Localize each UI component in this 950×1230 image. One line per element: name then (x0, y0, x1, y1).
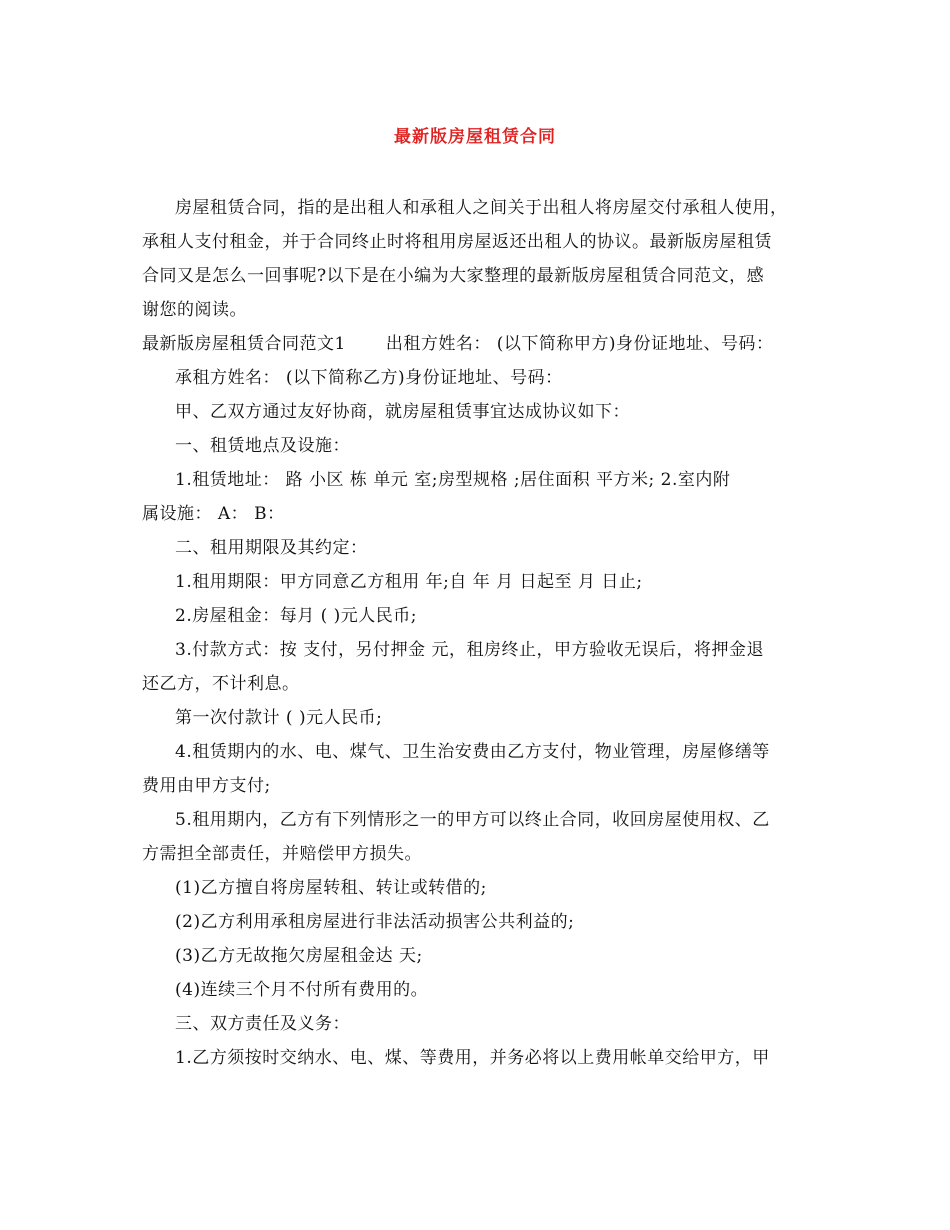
paragraph-line: 费用由甲方支付; (142, 776, 271, 796)
paragraph-line: 甲、乙双方通过友好协商，就房屋租赁事宜达成协议如下： (175, 402, 630, 422)
section-heading: 一、租赁地点及设施： (175, 436, 350, 456)
list-item: (3)乙方无故拖欠房屋租金达 天; (175, 946, 423, 966)
sample-heading: 最新版房屋租赁合同范文1 (142, 334, 346, 354)
list-item: (2)乙方利用承租房屋进行非法活动损害公共利益的; (175, 912, 575, 932)
paragraph-line (142, 332, 774, 356)
paragraph-line: 谢您的阅读。 (142, 300, 247, 320)
document-title: 最新版房屋租赁合同 (394, 127, 556, 147)
paragraph-line: 1.租赁地址： 路 小区 栋 单元 室;房型规格 ;居住面积 平方米; 2.室内附 (175, 470, 731, 490)
paragraph-line: 3.付款方式：按 支付，另付押金 元，租房终止，甲方验收无误后，将押金退 (175, 640, 765, 660)
paragraph-line: 房屋租赁合同，指的是出租人和承租人之间关于出租人将房屋交付承租人使用， (175, 198, 788, 218)
paragraph-line: 承租方姓名： (以下简称乙方)身份证地址、号码： (175, 368, 563, 388)
paragraph-line: 4.租赁期内的水、电、煤气、卫生治安费由乙方支付，物业管理，房屋修缮等 (175, 742, 770, 762)
list-item: (4)连续三个月不付所有费用的。 (175, 980, 429, 1000)
section-heading: 三、双方责任及义务： (175, 1014, 350, 1034)
list-item: (1)乙方擅自将房屋转租、转让或转借的; (175, 878, 487, 898)
paragraph-line: 承租人支付租金，并于合同终止时将租用房屋返还出租人的协议。最新版房屋租赁 (142, 232, 772, 252)
paragraph-line: 还乙方，不计利息。 (142, 674, 300, 694)
paragraph-line: 第一次付款计 ( )元人民币; (175, 708, 383, 728)
paragraph-line: 方需担全部责任，并赔偿甲方损失。 (142, 844, 422, 864)
lessor-name-line: 出租方姓名： (以下简称甲方)身份证地址、号码： (385, 334, 774, 354)
paragraph-line: 2.房屋租金：每月 ( )元人民币; (175, 606, 418, 626)
section-heading: 二、租用期限及其约定： (175, 538, 368, 558)
paragraph-line: 属设施： A： B： (142, 504, 285, 524)
paragraph-line: 5.租用期内，乙方有下列情形之一的甲方可以终止合同，收回房屋使用权、乙 (175, 810, 770, 830)
paragraph-line: 1.租用期限：甲方同意乙方租用 年;自 年 月 日起至 月 日止; (175, 572, 643, 592)
paragraph-line: 1.乙方须按时交纳水、电、煤、等费用，并务必将以上费用帐单交给甲方，甲 (175, 1048, 770, 1068)
paragraph-line: 合同又是怎么一回事呢?以下是在小编为大家整理的最新版房屋租赁合同范文，感 (142, 266, 765, 286)
